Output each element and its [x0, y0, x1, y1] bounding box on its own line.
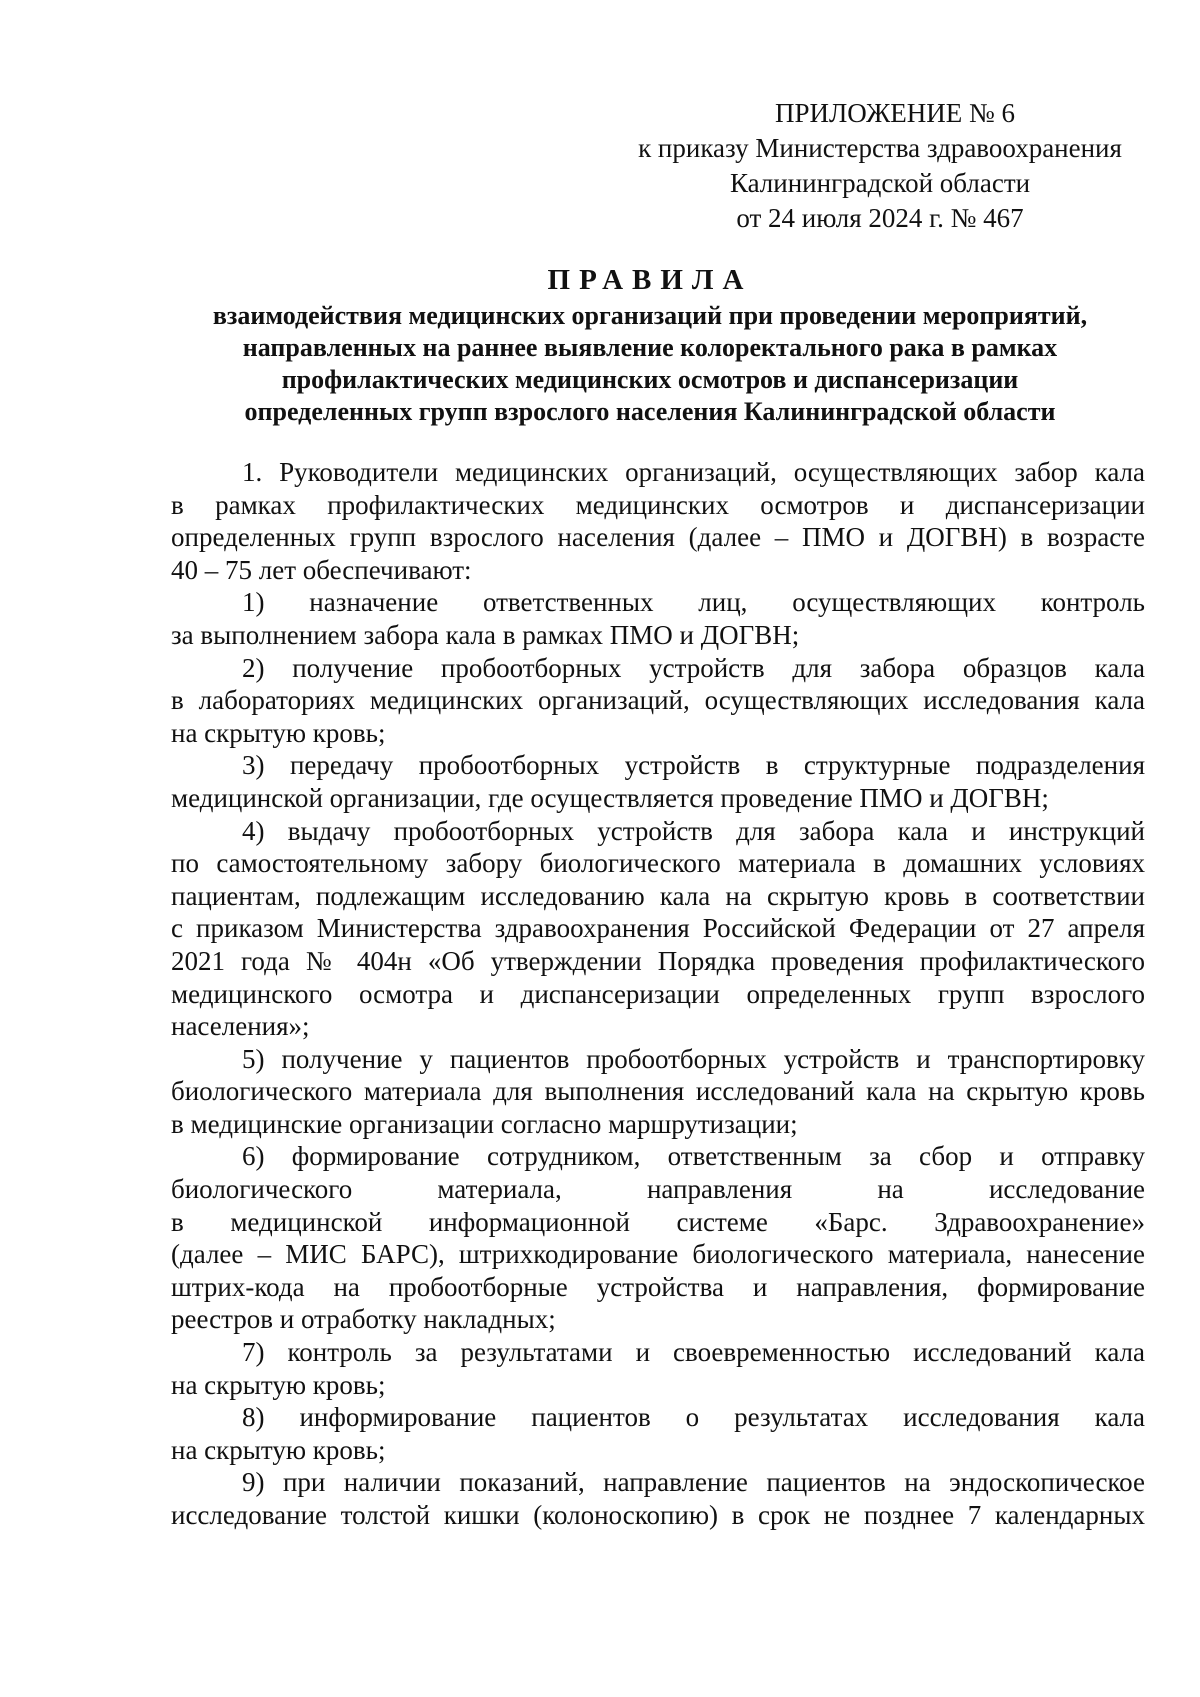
body-line: по самостоятельному забору биологического материала в домашних условиях [171, 848, 1145, 879]
appendix-header [600, 96, 1160, 236]
body-line: в рамках профилактических медицинских осмотров и диспансеризации [171, 489, 1145, 520]
body-line: медицинской организации, где осуществляется проведение ПМО и ДОГВН; [171, 782, 1049, 813]
document-body [171, 456, 1145, 1532]
body-line: (далее – МИС БАРС), штрихкодирование биологического материала, нанесение [171, 1239, 1145, 1270]
body-line: 1. Руководители медицинских организаций, осуществляющих забор кала [242, 457, 1145, 487]
appendix-date: от 24 июля 2024 г. № 467 [736, 203, 1024, 233]
document-subtitle-line: направленных на раннее выявление колоректального рака в рамках [242, 333, 1058, 362]
body-line: в медицинские организации согласно маршрутизации; [171, 1108, 798, 1139]
body-line: 8) информирование пациентов о результатах исследования кала [242, 1402, 1145, 1433]
body-line: 2021 года № 404н «Об утверждении Порядка проведения профилактического [171, 945, 1145, 976]
body-line: 5) получение у пациентов пробоотборных устройств и транспортировку [242, 1043, 1145, 1074]
body-line: за выполнением забора кала в рамках ПМО и ДОГВН; [171, 619, 800, 650]
body-line: в медицинской информационной системе «Барс. Здравоохранение» [171, 1206, 1145, 1237]
body-line: на скрытую кровь; [171, 1434, 386, 1465]
body-line: 3) передачу пробоотборных устройств в структурные подразделения [242, 750, 1145, 781]
body-line: 4) выдачу пробоотборных устройств для забора кала и инструкций [242, 815, 1145, 846]
body-line: 7) контроль за результатами и своевременностью исследований кала [242, 1337, 1145, 1368]
body-line: 40 – 75 лет обеспечивают: [171, 554, 472, 585]
body-line: на скрытую кровь; [171, 717, 386, 748]
body-line: биологического материала для выполнения исследований кала на скрытую кровь [171, 1076, 1145, 1107]
body-line: 9) при наличии показаний, направление пациентов на эндоскопическое [242, 1467, 1145, 1498]
body-line: пациентам, подлежащим исследованию кала на скрытую кровь в соответствии [171, 880, 1145, 911]
body-line: исследование толстой кишки (колоноскопию) в срок не позднее 7 календарных [171, 1500, 1145, 1530]
appendix-number: ПРИЛОЖЕНИЕ № 6 [774, 98, 1016, 128]
body-line: на скрытую кровь; [171, 1369, 386, 1400]
appendix-order-ref: к приказу Министерства здравоохранения [638, 133, 1122, 163]
document-subtitle-line: взаимодействия медицинских организаций при проведении мероприятий, [212, 301, 1088, 330]
body-line: 6) формирование сотрудником, ответственным за сбор и отправку [242, 1141, 1145, 1172]
body-line: 1) назначение ответственных лиц, осуществляющих контроль [242, 587, 1145, 618]
body-line: 2) получение пробоотборных устройств для забора образцов кала [242, 652, 1145, 683]
document-subtitle-line: профилактических медицинских осмотров и диспансеризации [281, 365, 1019, 394]
document-title-block [150, 260, 1150, 428]
body-line: с приказом Министерства здравоохранения Российской Федерации от 27 апреля [171, 913, 1145, 944]
body-line: штрих-кода на пробоотборные устройства и направления, формирование [171, 1271, 1145, 1302]
body-line: населения»; [171, 1011, 310, 1042]
body-line: в лабораториях медицинских организаций, осуществляющих исследования кала [171, 685, 1145, 716]
document-title: ПРАВИЛА [547, 264, 753, 296]
body-line: реестров и отработку накладных; [171, 1304, 556, 1335]
document-subtitle-line: определенных групп взрослого населения Калининградской области [244, 397, 1056, 426]
appendix-region: Калининградской области [729, 168, 1031, 198]
body-line: медицинского осмотра и диспансеризации определенных групп взрослого [171, 978, 1145, 1009]
body-line: определенных групп взрослого населения (далее – ПМО и ДОГВН) в возрасте [171, 522, 1145, 553]
body-line: биологического материала, направления на исследование [171, 1174, 1145, 1205]
